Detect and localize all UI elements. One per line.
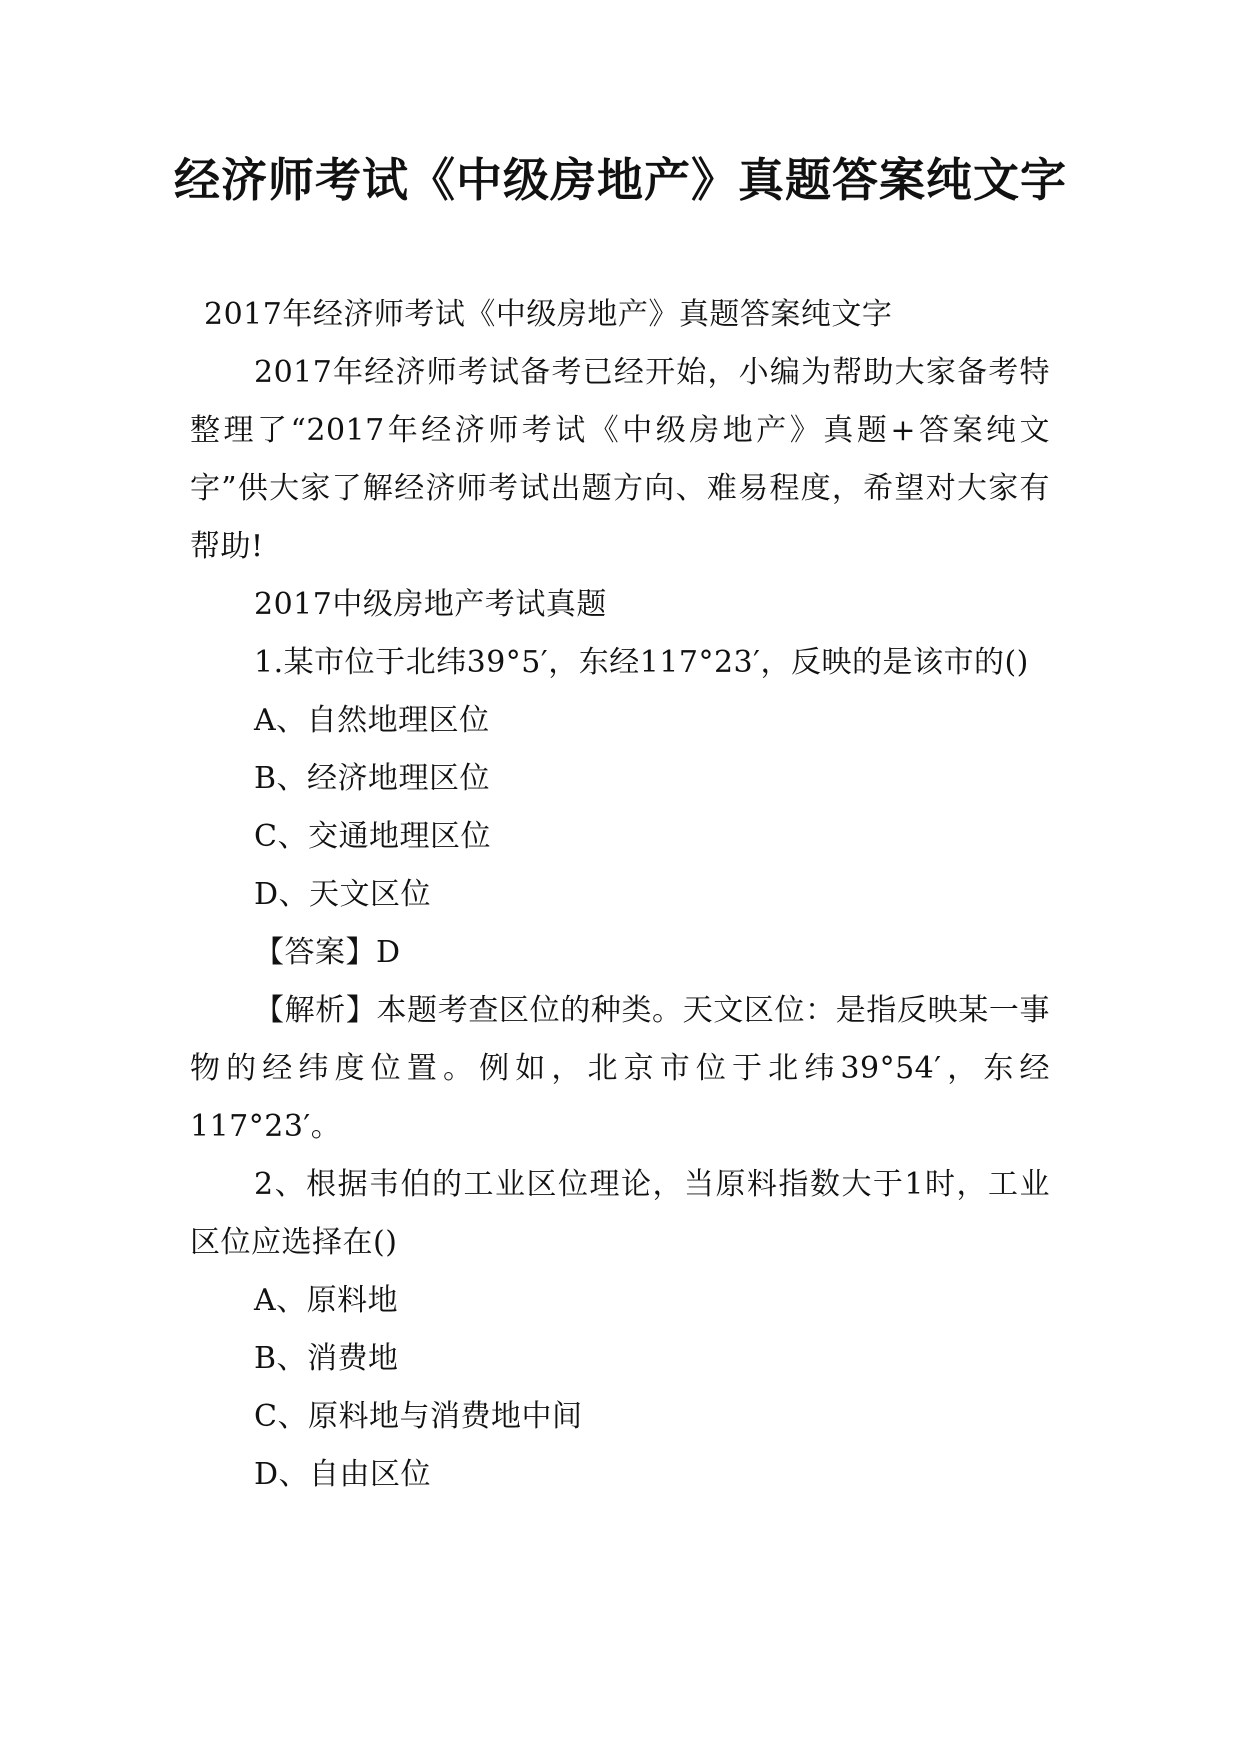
question-1-option-c: C、交通地理区位 bbox=[254, 819, 491, 854]
subtitle-paragraph: 2017年经济师考试《中级房地产》真题答案纯文字 bbox=[204, 297, 893, 332]
question-2-option-a: A、原料地 bbox=[254, 1283, 399, 1318]
intro-paragraph: 2017年经济师考试备考已经开始，小编为帮助大家备考特整理了“2017年经济师考试《中级房地产》真题+答案纯文字”供大家了解经济师考试出题方向、难易程度，希望对大家有帮助! bbox=[190, 355, 1050, 564]
question-1-option-a: A、自然地理区位 bbox=[254, 703, 490, 738]
document-body bbox=[190, 286, 1050, 1504]
question-2-option-d: D、自由区位 bbox=[254, 1457, 432, 1492]
question-2: 2、根据韦伯的工业区位理论，当原料指数大于1时，工业区位应选择在() bbox=[190, 1167, 1050, 1260]
question-1-option-b: B、经济地理区位 bbox=[254, 761, 491, 796]
question-2-option-c: C、原料地与消费地中间 bbox=[254, 1399, 583, 1434]
question-1: 1.某市位于北纬39°5′，东经117°23′，反映的是该市的() bbox=[254, 645, 1029, 680]
question-1-option-d: D、天文区位 bbox=[254, 877, 432, 912]
question-1-answer: 【答案】D bbox=[254, 935, 401, 970]
section-heading: 2017中级房地产考试真题 bbox=[254, 587, 607, 622]
question-2-option-b: B、消费地 bbox=[254, 1341, 399, 1376]
document-title: 经济师考试《中级房地产》真题答案纯文字 bbox=[174, 153, 1067, 207]
question-1-analysis: 【解析】本题考查区位的种类。天文区位：是指反映某一事物的经纬度位置。例如，北京市位于北纬39°54′，东经117°23′。 bbox=[190, 993, 1050, 1144]
